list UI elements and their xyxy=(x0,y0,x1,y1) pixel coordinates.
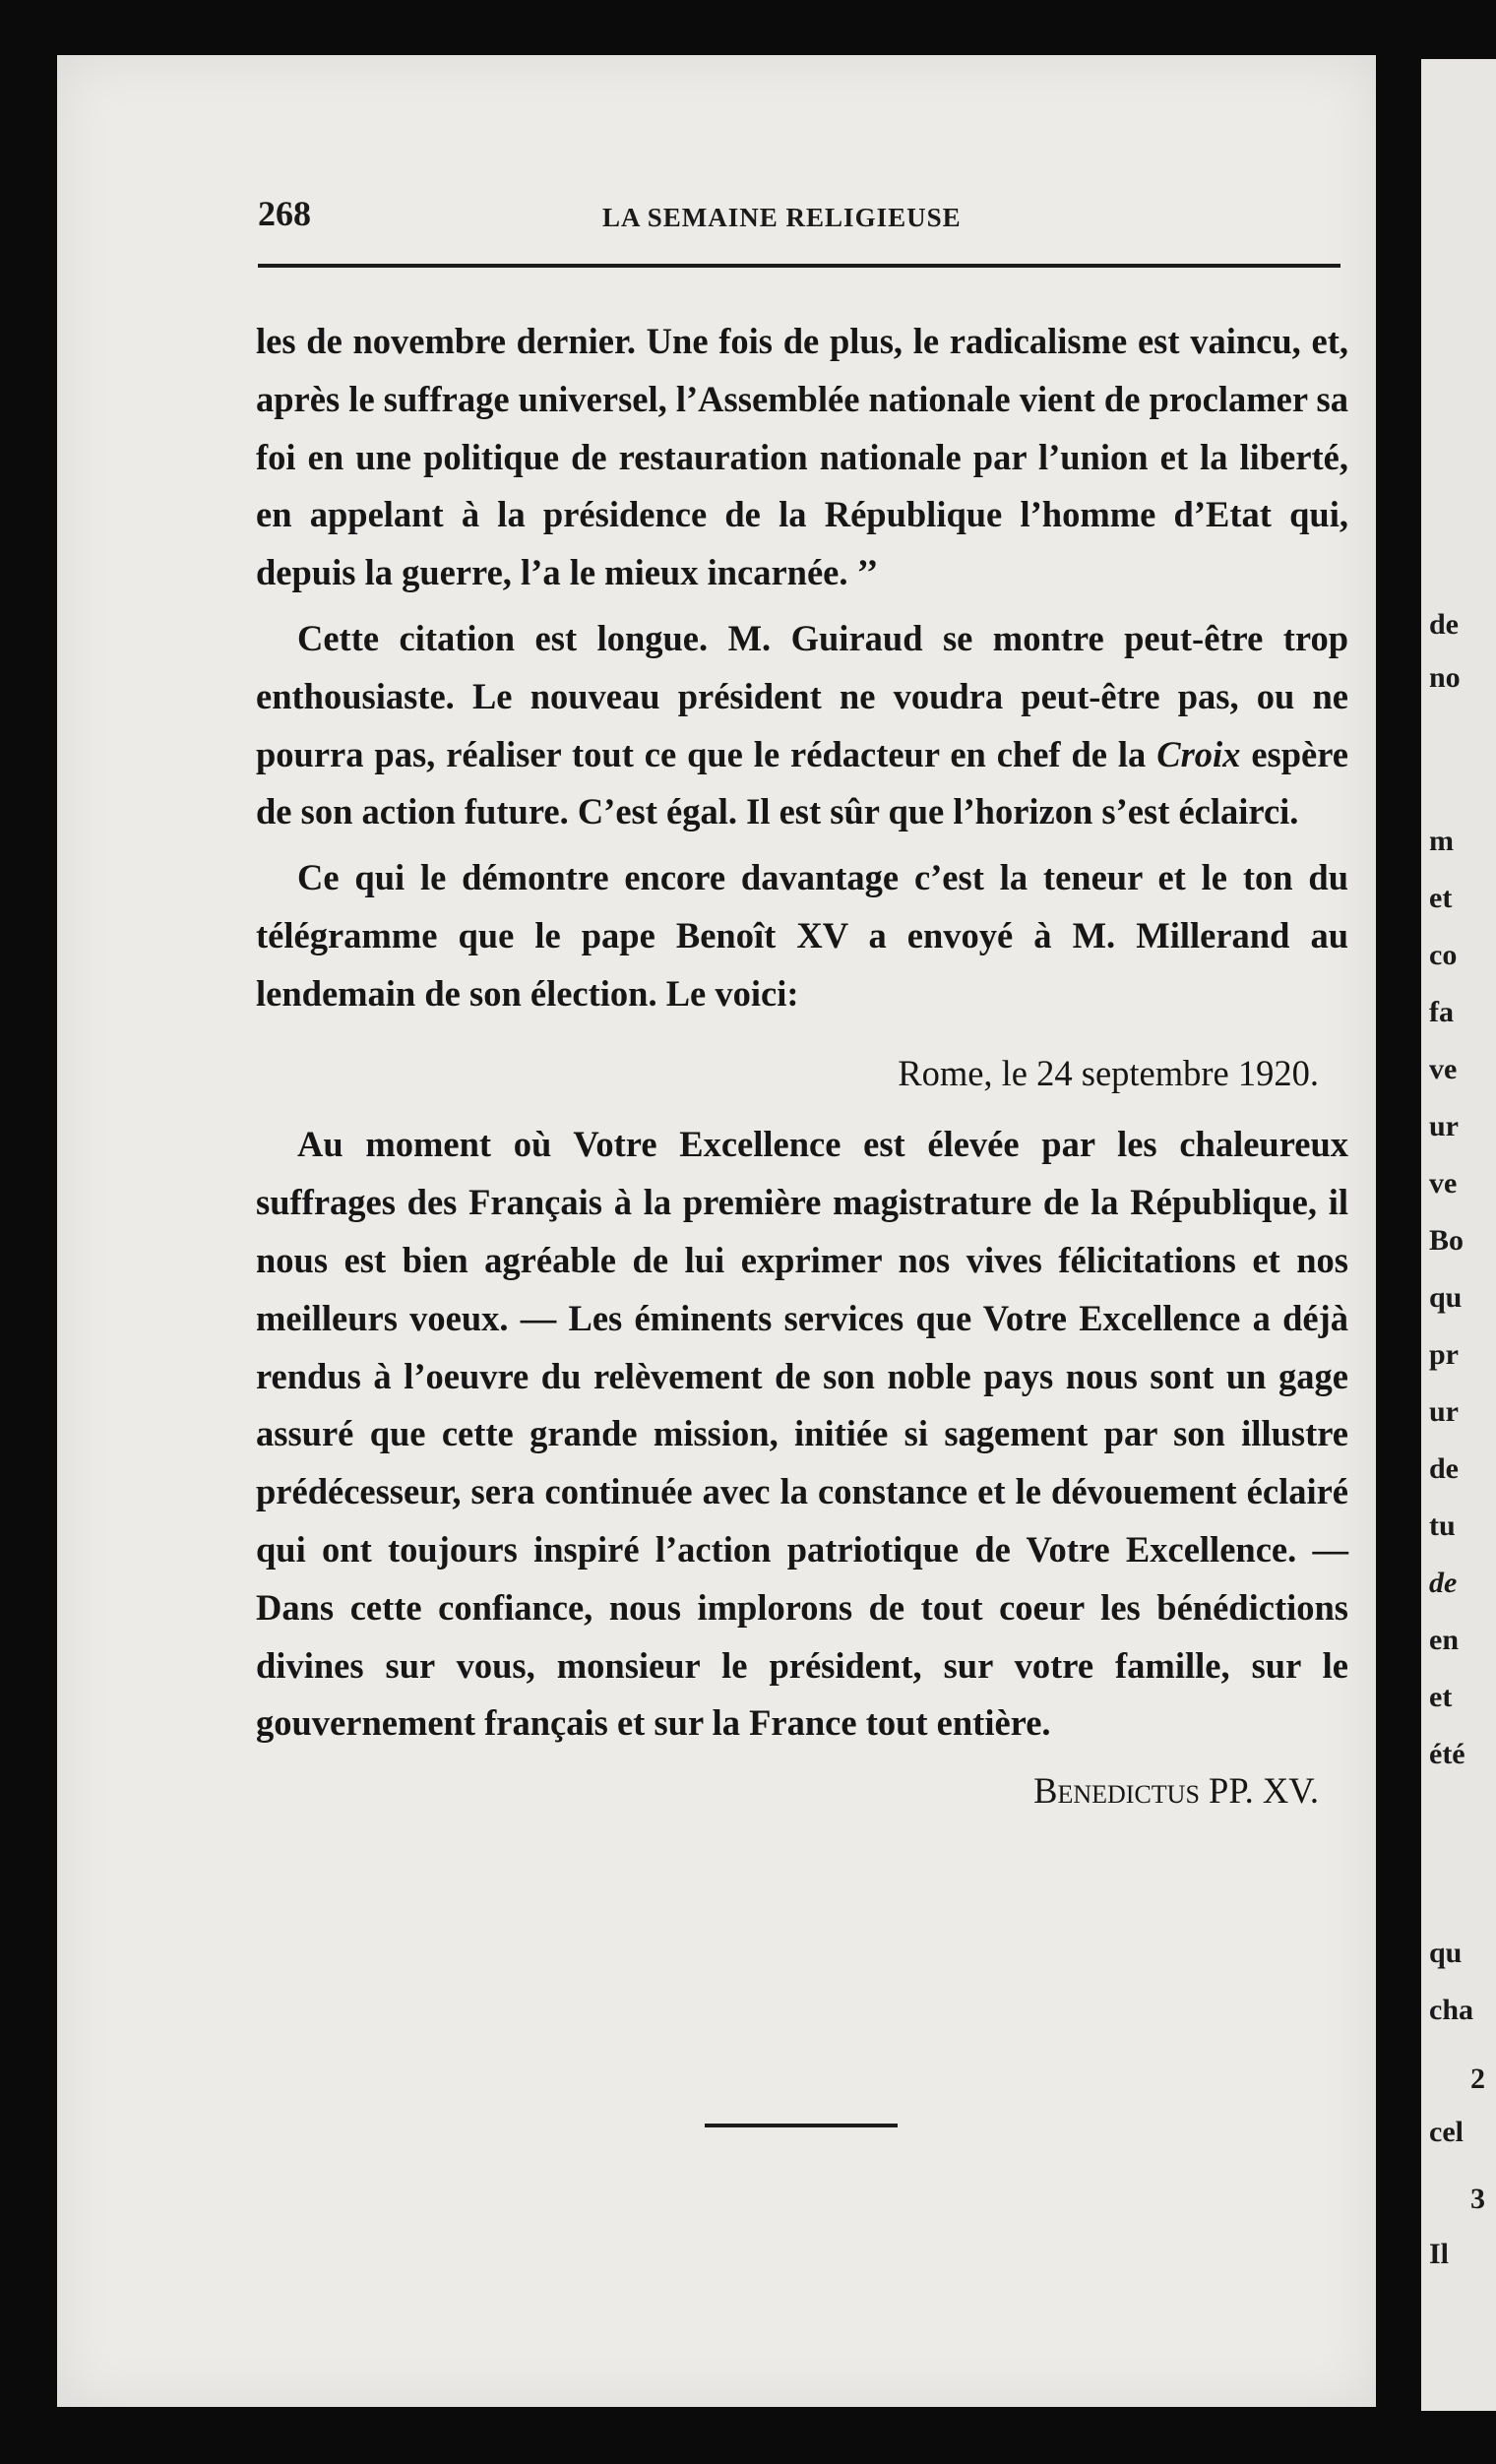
dateline: Rome, le 24 septembre 1920. xyxy=(898,1052,1319,1093)
facing-fragment: de xyxy=(1429,1567,1458,1599)
paragraph-telegram-intro: Ce qui le démontre encore davantage c’est la teneur et le ton du télégramme que le pape Benoît XV a envoyé à M. Millerand au lendemain de son élection. Le voici: xyxy=(256,857,1348,1014)
text-run: espère de son action future. C’est égal. Il est sûr que l’horizon s’est éclairci. xyxy=(256,733,1348,832)
end-rule xyxy=(705,2124,898,2127)
facing-fragment: et xyxy=(1429,1681,1453,1713)
telegram-letter: Au moment où Votre Excellence est élevée par les chaleureux suffrages des Français à la première magistrature de la République, il nous est bien agréable de lui exprimer nos vives félicitations et nos meilleurs voeux. — Les éminents services que Votre Excellence a déjà rendus à l’oeuvre du relèvement de son noble pays nous sont un gage assuré que cette grande mission, initiée si sagement par son illustre prédécesseur, sera continuée avec la constance et le dévouement éclairé qui ont toujours inspiré l’action patriotique de Votre Excellence. — Dans cette confiance, nous implorons de tout coeur les bénédictions divines sur vous, monsieur le président, sur votre famille, sur le gouvernement français et sur la France tout entière. xyxy=(256,1124,1348,1744)
facing-fragment: ve xyxy=(1429,1053,1458,1085)
facing-fragment: cha xyxy=(1429,1994,1473,2026)
facing-fragment: 2 xyxy=(1470,2063,1485,2095)
facing-fragment: ur xyxy=(1429,1395,1459,1428)
facing-fragment: de xyxy=(1429,1452,1459,1485)
body-text xyxy=(256,313,1348,1820)
paragraph-continuation: les de novembre dernier. Une fois de plus, le radicalisme est vaincu, et, après le suffrage universel, l’Assemblée nationale vient de proclamer sa foi en une politique de restauration nationale par l’union et la liberté, en appelant à la présidence de la République l’homme d’Etat qui, depuis la guerre, l’a le mieux incarnée. ’’ xyxy=(256,321,1348,593)
facing-fragment: ur xyxy=(1429,1110,1459,1142)
facing-fragment: en xyxy=(1429,1624,1459,1656)
facing-fragment: no xyxy=(1429,661,1461,694)
facing-fragment: fa xyxy=(1429,996,1454,1028)
facing-fragment: été xyxy=(1429,1738,1465,1770)
facing-fragment: co xyxy=(1429,939,1458,971)
facing-fragment: qu xyxy=(1429,1281,1463,1314)
page-number: 268 xyxy=(258,194,311,233)
italic-title: Croix xyxy=(1156,733,1241,774)
facing-page-edge xyxy=(1421,59,1496,2411)
paragraph-citation-comment xyxy=(256,610,1348,841)
facing-fragment: m xyxy=(1429,825,1454,857)
facing-fragment: Il xyxy=(1429,2238,1450,2270)
facing-fragment: Bo xyxy=(1429,1224,1465,1257)
running-title: LA SEMAINE RELIGIEUSE xyxy=(602,203,962,232)
facing-fragment: tu xyxy=(1429,1509,1456,1542)
facing-fragment: pr xyxy=(1429,1338,1459,1371)
facing-fragment: cel xyxy=(1429,2116,1464,2148)
page-header xyxy=(258,193,1340,242)
facing-fragment: et xyxy=(1429,882,1453,914)
text-run: Cette citation est longue. M. Guiraud se montre peut-être trop enthousiaste. Le nouveau président ne voudra peut-être pas, ou ne pourra pas, réaliser tout ce que le rédacteur en chef de la xyxy=(256,617,1348,774)
signature: Benedictus PP. XV. xyxy=(1033,1770,1319,1812)
facing-fragment: qu xyxy=(1429,1937,1463,1969)
facing-fragment: 3 xyxy=(1470,2183,1485,2215)
header-rule xyxy=(258,264,1340,268)
facing-fragment: de xyxy=(1429,608,1459,641)
facing-fragment: ve xyxy=(1429,1167,1458,1200)
